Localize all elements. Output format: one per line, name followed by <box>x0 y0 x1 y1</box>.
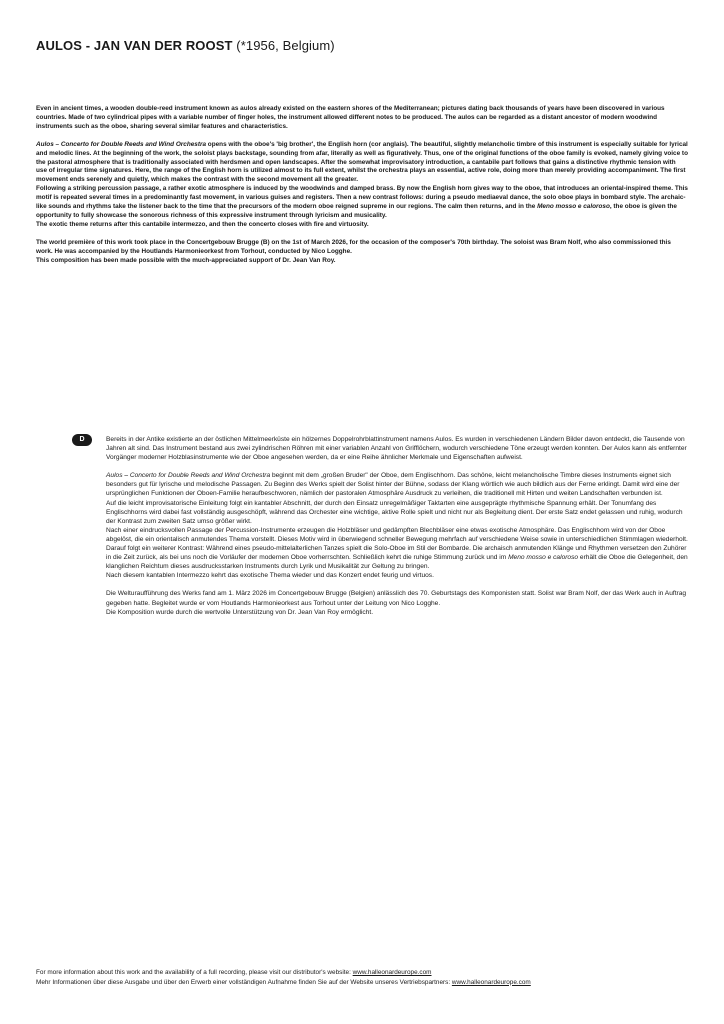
german-premiere: Die Welturaufführung des Werks fand am 1. März 2026 im Concertgebouw Brugge (Belgien) anlässlich des 70. Geburtstags des Komponisten statt. Solist war Bram Nolf, der das Werk auch in Auftrag gegeben hatte. Begleitet wurde er vom Houtlands Harmonieorkest aus Torhout unter der Leitung von Nico Logghe. <box>106 590 687 607</box>
german-paragraph-4: Nach einer eindrucksvollen Passage der Percussion-Instrumente erzeugen die Holzbläser und gedämpften Blechbläser eine etwas exotische Atmosphäre. Das Englischhorn wird von der Oboe abgelöst, die ein orientalisch anmutendes Thema vorstellt. Dieses Motiv wird in überwiegend schneller Bewegung mehrfach auf verschiedene Weise sowie in unterschiedlichen Stimmlagen wiederholt. Darauf folgt ein weiterer Kontrast: Während eines pseudo-mittelalterlichen Tanzes spielt die Solo-Oboe im Stil der Bombarde. Die archaisch anmutenden Klänge und Rhythmen versetzen den Zuhörer in die Zeit zurück, als bei uns noch die Vorläufer der modernen Oboe vorherrschten. Schließlich kehrt die ruhige Stimmung zurück und im Meno mosso e caloroso erhält die Oboe die Gelegenheit, den klanglichen Reichtum dieses ausdrucksstarken Instruments durch Lyrik und Musikalität zur Geltung zu bringen. <box>106 526 688 571</box>
english-paragraph-4: The exotic theme returns after this cantabile intermezzo, and then the concerto closes with fire and virtuosity. <box>36 220 369 228</box>
german-paragraph-5: Nach diesem kantablen Intermezzo kehrt das exotische Thema wieder und das Konzert endet feurig und virtuos. <box>106 572 434 580</box>
english-work-title: Aulos – Concerto for Double Reeds and Wind Orchestra <box>36 140 207 148</box>
german-acknowledgement: Die Komposition wurde durch die wertvolle Unterstützung von Dr. Jean Van Roy ermöglicht. <box>106 608 374 616</box>
german-work-title: Aulos – Concerto for Double Reeds and Wind Orchestra <box>106 472 271 480</box>
english-premiere: The world première of this work took place in the Concertgebouw Brugge (B) on the 1st of March 2026, for the occasion of the composer's 70th birthday. The soloist was Bram Nolf, who also commissioned this work. He was accompanied by the Houtlands Harmonieorkest from Torhout, conducted by Nico Logghe. <box>36 238 671 255</box>
footer-english-line: For more information about this work and the availability of a full recording, please visit our distributor's website: www.halleonardeurope.com <box>36 969 432 976</box>
footer-english-link[interactable]: www.halleonardeurope.com <box>352 969 432 976</box>
german-paragraph-2: Aulos – Concerto for Double Reeds and Wind Orchestra beginnt mit dem „großen Bruder" der Oboe, dem Englischhorn. Das schöne, leicht melancholische Timbre dieses Instruments eignet sich besonders gut für lyrische und melodische Passagen. Zu Beginn des Werks spielt der Solist hinter der Bühne, sodass der Klang wörtlich wie auch bildlich aus der Ferne erklingt. Damit wird eine der ursprünglichen Funktionen der Oboen-Familie heraufbeschworen, nämlich der pastoralen Atmosphäre Ausdruck zu verleihen, die traditionell mit Hirten und weiten Landschaften verbunden ist. <box>106 472 680 498</box>
footer <box>36 968 696 987</box>
english-paragraph-2: Aulos – Concerto for Double Reeds and Wind Orchestra opens with the oboe's 'big brother', the English horn (cor anglais). The beautiful, slightly melancholic timbre of this instrument is especially suitable for lyrical and melodic lines. At the beginning of the work, the soloist plays backstage, sounding from afar, literally as well as figuratively. Thus, one of the original functions of the oboe family is evoked, namely giving voice to the pastoral atmosphere that is traditionally associated with herdsmen and open landscapes. After the somewhat improvisatory introduction, a cantabile part follows that gains a distinctive rhythmic tension with use of irregular time signatures. Here, the range of the English horn is utilized almost to its full extent, whilst the orchestra plays an essential, active role, doing more than merely providing accompaniment. The first movement ends serenely and quietly, which makes the contrast with the second movement all the greater. <box>36 140 688 184</box>
page-title <box>36 38 335 53</box>
title-composer-info: (*1956, Belgium) <box>232 38 335 53</box>
german-text <box>106 435 688 617</box>
german-paragraph-3: Auf die leicht improvisatorische Einleitung folgt ein kantabler Abschnitt, der durch den Einsatz unregelmäßiger Taktarten eine ausgeprägte rhythmische Spannung erhält. Der Tonumfang des Englischhorns wird dabei fast vollständig ausgeschöpft, während das Orchester eine wichtige, aktive Rolle spielt und nicht nur als Begleitung dient. Der erste Satz endet gelassen und ruhig, wodurch der Kontrast zum zweiten Satz umso größer wirkt. <box>106 499 683 525</box>
footer-german-line: Mehr Informationen über diese Ausgabe und über den Erwerb einer vollständigen Aufnahme finden Sie auf der Website unseres Vertriebspartners: www.halleonardeurope.com <box>36 978 531 986</box>
english-text <box>36 105 688 266</box>
language-badge-german: D <box>72 434 92 446</box>
english-tempo-marking: Meno mosso e caloroso <box>537 203 610 211</box>
english-acknowledgement: This composition has been made possible with the much-appreciated support of Dr. Jean Van Roy. <box>36 256 336 264</box>
english-intro: Even in ancient times, a wooden double-reed instrument known as aulos already existed on the eastern shores of the Mediterranean; pictures dating back thousands of years have been discovered in various countries. Made of two cylindrical pipes with a variable number of finger holes, the instrument allowed different notes to be produced. The aulos can be regarded as a distant ancestor of modern woodwind instruments such as the oboe, sharing several similar features and characteristics. <box>36 105 665 130</box>
german-intro: Bereits in der Antike existierte an der östlichen Mittelmeerküste ein hölzernes Doppelrohrblattinstrument namens Aulos. Es wurden in verschiedenen Ländern Bilder davon entdeckt, die Tausende von Jahren alt sind. Das Instrument bestand aus zwei zylindrischen Röhren mit einer variablen Anzahl von Grifflöchern, wodurch verschiedene Töne erzeugt werden konnten. Der Aulos kann als entfernter Vorgänger moderner Holzblasinstrumente wie der Oboe angesehen werden, da er eine Reihe ähnlicher Merkmale und Eigenschaften aufweist. <box>106 436 687 462</box>
title-composition: AULOS - JAN VAN DER ROOST <box>36 38 233 53</box>
footer-german-link[interactable]: www.halleonardeurope.com <box>451 978 531 986</box>
english-paragraph-3: Following a striking percussion passage, a rather exotic atmosphere is induced by the woodwinds and damped brass. By now the English horn gives way to the oboe, that introduces an oriental-inspired theme. This motif is repeated several times in a predominantly fast movement, in various guises and registers. Then a new contrast follows: during a pseudo mediaeval dance, the solo oboe plays in bombard style. The archaic-like sounds and rhythms take the listener back to the time that the precursors of the modern oboe reigned supreme in our regions. The calm then returns, and in the Meno mosso e caloroso, the oboe is given the opportunity to fully showcase the sonorous richness of this expressive instrument through lyricism and musicality. <box>36 185 688 219</box>
german-tempo-marking: Meno mosso e caloroso <box>508 554 579 562</box>
